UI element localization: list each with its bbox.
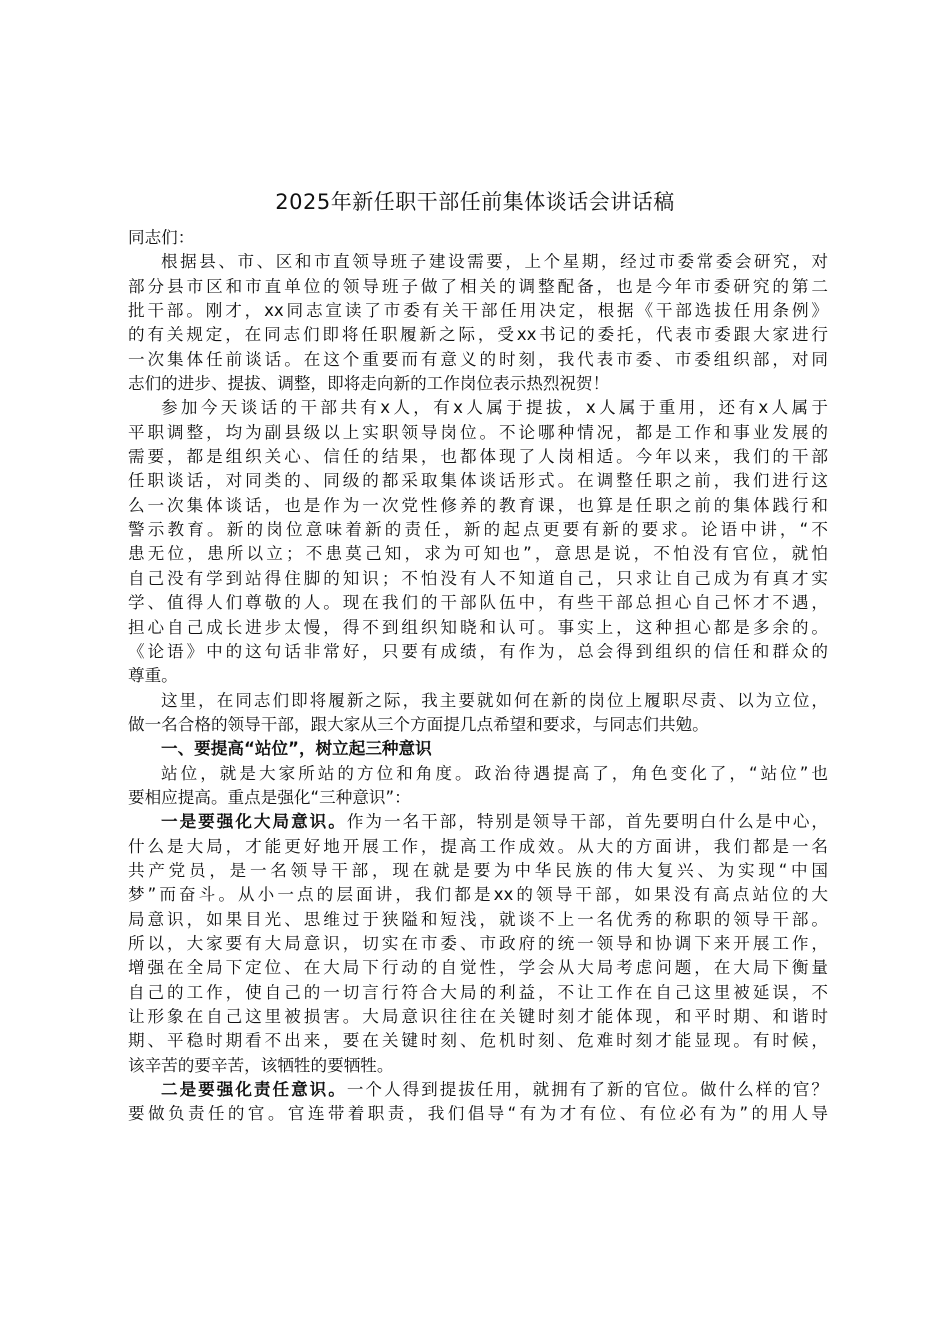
paragraph-line [128,445,828,469]
paragraph-line [128,518,828,542]
line-text: 共产党员，是一名领导干部，现在就是要为中华民族的伟大复兴、为实现“中国 [128,860,828,880]
line-text: 作为一名干部，特别是领导干部，首先要明白什么是中心， [346,812,829,832]
paragraph-line [128,932,828,956]
line-text: 参加今天谈话的干部共有x人，有x人属于提拔，x人属于重用，还有x人属于 [161,398,828,418]
paragraph-line [128,591,828,615]
line-text: 做一名合格的领导干部，跟大家从三个方面提几点希望和要求，与同志们共勉。 [128,714,709,734]
paragraph-line [128,664,828,688]
paragraph-line [128,567,828,591]
paragraph-line [128,323,828,347]
line-text: 这里，在同志们即将履新之际，我主要就如何在新的岗位上履职尽责、以为立位， [161,690,828,710]
paragraph-line [128,908,828,932]
paragraph-line [128,616,828,640]
line-text: 该辛苦的要辛苦，该牺牲的要牺牲。 [128,1055,394,1075]
bold-lead-text: 二是要强化责任意识。 [161,1080,347,1100]
line-text: 患无位，患所以立；不患莫己知，求为可知也”，意思是说，不怕没有官位，就怕 [128,544,828,564]
paragraph-line [128,542,828,566]
body-lines [128,250,828,1126]
paragraph-line [128,250,828,274]
paragraph-line [128,786,828,810]
paragraph-line [128,1005,828,1029]
bold-lead-text: 一是要强化大局意识。 [161,812,347,832]
paragraph-line [128,348,828,372]
paragraph-line [128,494,828,518]
line-text: 所以，大家要有大局意识，切实在市委、市政府的统一领导和协调下来开展工作， [128,933,828,953]
line-text: 的有关规定，在同志们即将任职履新之际，受xx书记的委托，代表市委跟大家进行 [128,325,828,345]
line-text: 根据县、市、区和市直领导班子建设需要，上个星期，经过市委常委会研究，对 [161,252,828,272]
line-text: 什么是大局，才能更好地开展工作，提高工作成效。从大的方面讲，我们都是一名 [128,836,828,856]
paragraph-line [128,859,828,883]
document-title: 2025年新任职干部任前集体谈话会讲话稿 [275,190,675,214]
line-text: 学、值得人们尊敬的人。现在我们的干部队伍中，有些干部总担心自己怀才不遇， [128,593,828,613]
line-text: 任职谈话，对同类的、同级的都采取集体谈话形式。在调整任职之前，我们进行这 [128,471,828,491]
line-text: 梦”而奋斗。从小一点的层面讲，我们都是xx的领导干部，如果没有高点站位的大 [128,885,828,905]
paragraph-line [128,1029,828,1053]
line-text: 增强在全局下定位、在大局下行动的自觉性，学会从大局考虑问题，在大局下衡量 [128,958,828,978]
paragraph-line [128,981,828,1005]
line-text: 自己没有学到站得住脚的知识；不怕没有人不知道自己，只求让自己成为有真才实 [128,568,828,588]
line-text: 一次集体任前谈话。在这个重要而有意义的时刻，我代表市委、市委组织部，对同 [128,349,828,369]
paragraph-line [128,810,828,834]
line-text: 志们的进步、提拔、调整，即将走向新的工作岗位表示热烈祝贺！ [128,374,610,394]
paragraph-line [128,372,828,396]
paragraph-line [128,1078,828,1102]
paragraph-line [128,883,828,907]
line-text: 部分县市区和市直单位的领导班子做了相关的调整配备，也是今年市委研究的第二 [128,276,828,296]
line-text: 批干部。刚才，xx同志宣读了市委有关干部任用决定，根据《干部选拔任用条例》 [128,301,828,321]
line-text: 站位，就是大家所站的方位和角度。政治待遇提高了，角色变化了，“站位”也 [161,763,828,783]
paragraph-line [128,421,828,445]
paragraph-line [128,640,828,664]
line-text: 警示教育。新的岗位意味着新的责任，新的起点更要有新的要求。论语中讲，“不 [128,520,828,540]
line-text: 尊重。 [128,666,178,686]
line-text: 需要，都是组织关心、信任的结果，也都体现了人岗相适。今年以来，我们的干部 [128,447,828,467]
document-body [128,226,828,1127]
paragraph-line [128,275,828,299]
paragraph-line [128,689,828,713]
salutation: 同志们： [128,228,195,247]
line-text: 平职调整，均为副县级以上实职领导岗位。不论哪种情况，都是工作和事业发展的 [128,422,828,442]
section-heading [128,737,828,761]
paragraph-line [128,1054,828,1078]
line-text: 要做负责任的官。官连带着职责，我们倡导“有为才有位、有位必有为”的用人导 [128,1104,828,1124]
paragraph-line [128,469,828,493]
paragraph-line [128,396,828,420]
paragraph-line [128,1102,828,1126]
line-text: 自己的工作，使自己的一切言行符合大局的利益，不让工作在自己这里被延误，不 [128,982,828,1002]
paragraph-line [128,762,828,786]
paragraph-line [128,835,828,859]
line-text: 要相应提高。重点是强化“三种意识”： [128,787,411,807]
line-text: 担心自己成长进步太慢，得不到组织知晓和认可。事实上，这种担心都是多余的。 [128,617,828,637]
line-text: 局意识，如果目光、思维过于狭隘和短浅，就谈不上一名优秀的称职的领导干部。 [128,909,828,929]
paragraph-line [128,299,828,323]
line-text: 一个人得到提拔任用，就拥有了新的官位。做什么样的官？ [346,1080,829,1100]
line-text: 让形象在自己这里被损害。大局意识往往在关键时刻才能体现，和平时期、和谐时 [128,1007,828,1026]
paragraph-line [128,713,828,737]
line-text: 《论语》中的这句话非常好，只要有成绩，有作为，总会得到组织的信任和群众的 [128,641,828,661]
line-text: 么一次集体谈话，也是作为一次党性修养的教育课，也算是任职之前的集体践行和 [128,495,828,515]
line-text: 一、要提高“站位”，树立起三种意识 [161,739,432,759]
line-text: 期、平稳时期看不出来，要在关键时刻、危机时刻、危难时刻才能显现。有时候， [128,1031,828,1051]
paragraph-line [128,956,828,980]
